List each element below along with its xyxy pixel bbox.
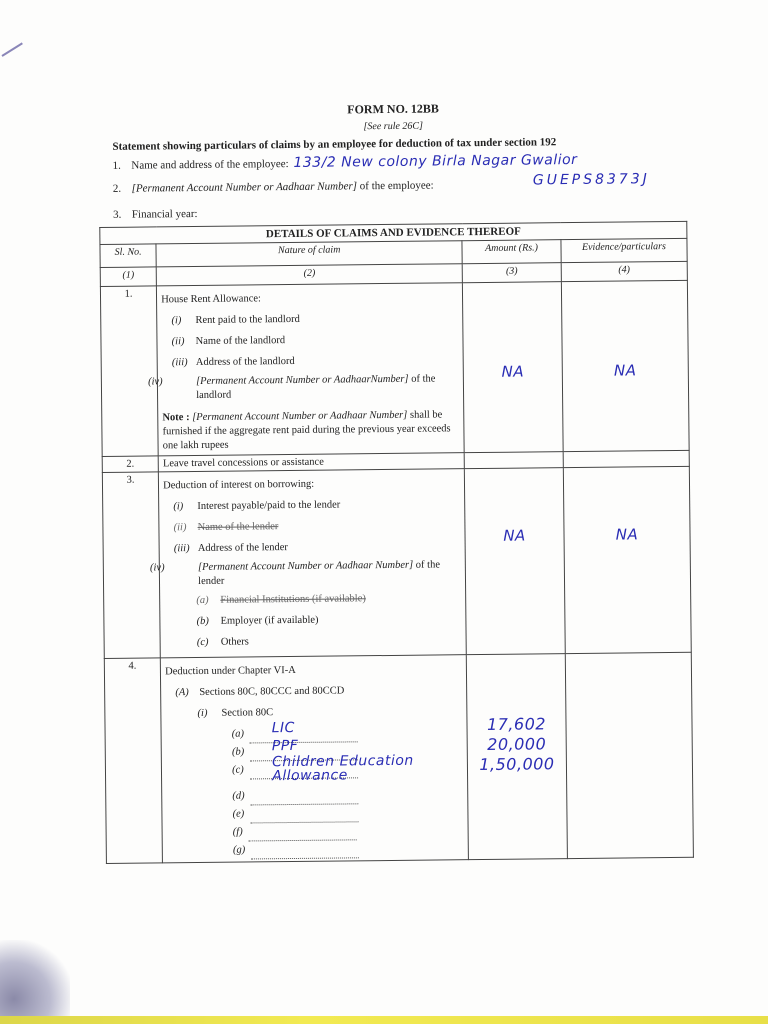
row-title: Deduction under Chapter VI-A: [165, 664, 296, 678]
entry-row: (b) PPF: [232, 741, 463, 761]
entry-row: (g): [233, 839, 464, 859]
handwritten-amount: 17,602: [486, 714, 547, 734]
hra-note: Note : [Permanent Account Number or Aadhaar Number] shall be furnished if the aggregate rent paid during the previous year exceeds one lakh rupees: [162, 409, 451, 452]
claims-table: [99, 221, 694, 864]
row-sl: 4.: [104, 658, 162, 864]
row-amount: [464, 452, 563, 469]
list-item: (ii) Name of the landlord: [171, 335, 286, 348]
row-nature: [149, 469, 467, 658]
list-item: (c) Others: [196, 636, 249, 648]
list-item: (iii) Address of the landlord: [171, 355, 295, 369]
col-num-1: (1): [100, 267, 156, 287]
table-heading: DETAILS OF CLAIMS AND EVIDENCE THEREOF: [100, 221, 687, 244]
list-item: (a) Financial Institutions (if available): [196, 593, 366, 606]
pen-mark: [1, 42, 22, 56]
header-sl-no: Sl. No.: [100, 244, 156, 268]
entry-row: (d): [232, 785, 463, 805]
entry-row: (a) LIC: [232, 723, 463, 743]
header-evidence: Evidence/particulars: [561, 238, 687, 262]
form-12bb: [98, 99, 696, 864]
row-title: Deduction of interest on borrowing:: [163, 478, 315, 492]
list-item: (iv) [Permanent Account Number or AadhaarNumber] of the landlord: [148, 373, 436, 401]
entry-row: (f): [233, 821, 464, 841]
row-evidence: [565, 652, 693, 858]
form-title: FORM NO. 12BB: [347, 101, 439, 117]
list-item: (b) Employer (if available): [196, 614, 319, 627]
row-title: House Rent Allowance:: [161, 293, 261, 306]
row-amount: [465, 468, 566, 655]
handwritten-entry: PPF: [271, 737, 299, 755]
entry-row: (e): [233, 803, 464, 823]
list-item: (i) Interest payable/paid to the lender: [173, 499, 341, 513]
handwritten-amount: 1,50,000: [479, 754, 555, 775]
handwritten-entry: LIC: [271, 719, 295, 737]
field-label: Financial year:: [131, 207, 198, 221]
list-item: (iii) Address of the lender: [173, 542, 288, 555]
list-item: (iv) [Permanent Account Number or Aadhaar Number] of the lender: [149, 559, 441, 587]
field-pan: [112, 171, 689, 205]
col-num-3: (3): [462, 263, 561, 283]
table-row: [104, 652, 693, 863]
handwritten-na: NA: [501, 362, 525, 381]
col-num-4: (4): [561, 261, 687, 281]
handwritten-na: NA: [503, 526, 526, 545]
table-row: [102, 466, 691, 658]
row-sl: 2.: [102, 456, 158, 473]
field-number: 1.: [112, 159, 121, 172]
row-evidence: [563, 450, 689, 467]
row-nature: [148, 283, 465, 456]
list-item: (i) Rent paid to the landlord: [171, 313, 300, 327]
list-item: (A) Sections 80C, 80CCC and 80CCD: [175, 685, 345, 699]
handwritten-entry: Children Education Allowance: [271, 752, 414, 785]
list-item: (ii) Name of the lender: [173, 521, 279, 534]
field-number: 3.: [113, 208, 122, 221]
handwritten-address: 133/2 New colony Birla Nagar Gwalior: [293, 151, 578, 171]
row-amount: [463, 282, 563, 453]
field-label-italic: [Permanent Account Number or Aadhaar Number]: [131, 180, 358, 195]
handwritten-na: NA: [613, 361, 637, 380]
row-nature: Leave travel concessions or assistance: [158, 453, 464, 472]
rule-reference: [See rule 26C]: [363, 120, 424, 133]
header-amount: Amount (Rs.): [462, 240, 561, 264]
form-statement: Statement showing particulars of claims by an employee for deduction of tax under section 192: [112, 136, 557, 153]
row-sl: 3.: [102, 472, 160, 659]
row-evidence: [561, 280, 689, 451]
col-num-2: (2): [156, 264, 462, 286]
row-evidence: [563, 466, 691, 653]
handwritten-pan: GUEPS8373J: [532, 171, 650, 189]
row-sl: 1.: [100, 286, 158, 457]
header-nature: Nature of claim: [156, 241, 462, 267]
finger-shadow: [0, 940, 70, 1024]
entry-row: (c) Children Education Allowance: [232, 759, 463, 787]
table-row: [100, 280, 689, 456]
field-label: of the employee:: [356, 179, 434, 193]
list-item: (i) Section 80C: [197, 707, 274, 719]
field-number: 2.: [112, 182, 122, 195]
field-label: Name and address of the employee:: [131, 158, 289, 172]
yellow-tape: [0, 1016, 768, 1024]
handwritten-na: NA: [615, 525, 639, 544]
handwritten-amount: 20,000: [487, 734, 547, 754]
row-amount: [466, 654, 567, 860]
row-nature: [160, 655, 468, 863]
